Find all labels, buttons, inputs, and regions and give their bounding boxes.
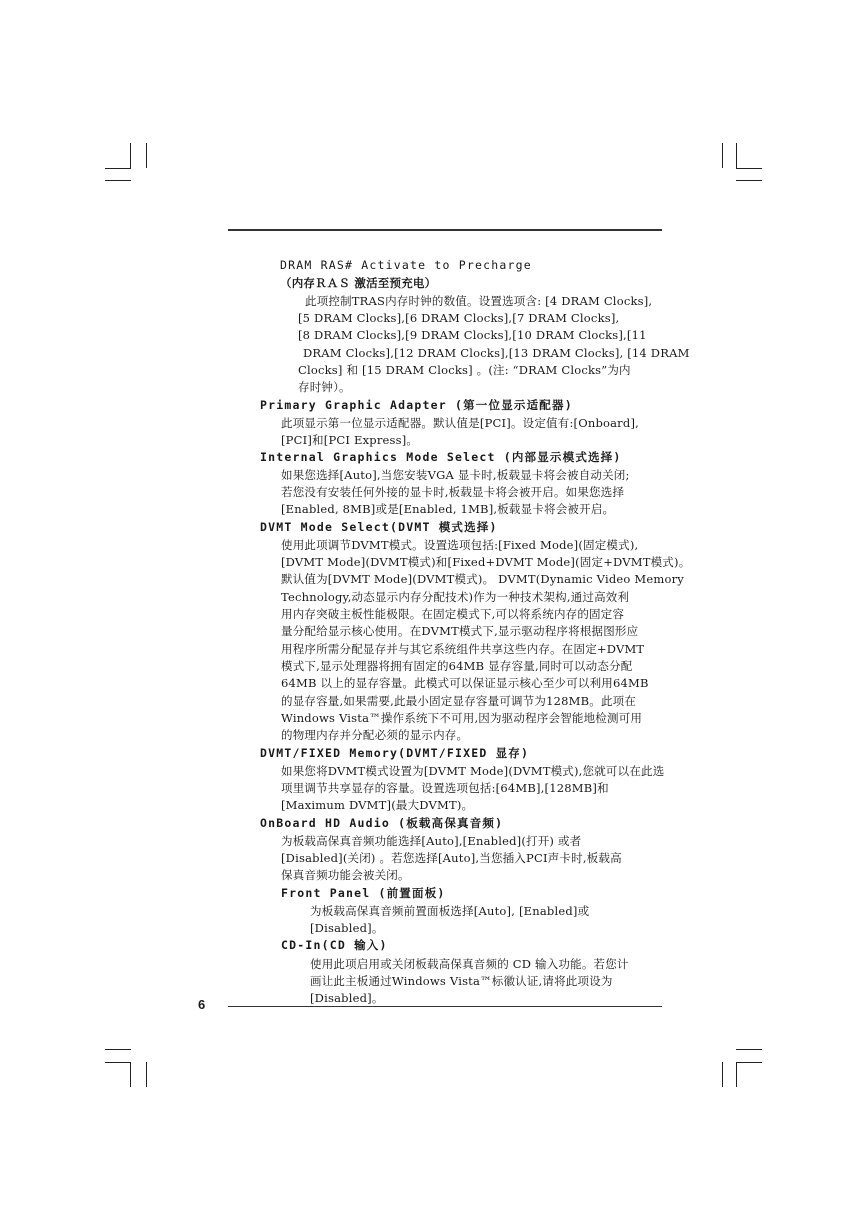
- dvmt-memory-body-line: 如果您将DVMT模式设置为[DVMT Mode](DVMT模式),您就可以在此选: [281, 764, 665, 778]
- ras-body-line: 此项控制TRAS内存时钟的数值。设置选项含: [4 DRAM Clocks],: [305, 294, 653, 308]
- primary-body-line: 此项显示第一位显示适配器。默认值是[PCI]。设定值有:[Onboard],: [281, 416, 639, 430]
- dvmt-mode-body-line: Windows Vista™操作系统下不可用,因为驱动程序会智能地检测可用: [281, 711, 643, 725]
- dvmt-mode-body-line: 的显存容量,如果需要,此最小固定显存容量可调节为128MB。此项在: [281, 694, 637, 708]
- section-title-cd-in: CD-In(CD 输入): [281, 938, 388, 952]
- cd-in-body-line: 使用此项启用或关闭板载高保真音频的 CD 输入功能。若您计: [310, 957, 629, 971]
- internal-body-line: [Enabled, 8MB]或是[Enabled, 1MB],板载显卡将会被开启。: [281, 502, 615, 516]
- internal-body-line: 如果您选择[Auto],当您安装VGA 显卡时,板载显卡将会被自动关闭;: [281, 468, 630, 482]
- ras-body-line: [8 DRAM Clocks],[9 DRAM Clocks],[10 DRAM Clocks],[11: [298, 328, 647, 342]
- dvmt-mode-body-line: 使用此项调节DVMT模式。设置选项包括:[Fixed Mode](固定模式),: [281, 538, 639, 552]
- dvmt-mode-body-line: [DVMT Mode](DVMT模式)和[Fixed+DVMT Mode](固定+DVMT模式)。: [281, 555, 691, 569]
- section-title-primary: Primary Graphic Adapter (第一位显示适配器): [260, 398, 573, 412]
- cd-in-body-line: 画让此主板通过Windows Vista™标徽认证,请将此项设为: [310, 974, 613, 988]
- front-panel-body-line: 为板载高保真音频前置面板选择[Auto], [Enabled]或: [310, 904, 590, 918]
- dvmt-mode-body-line: 用程序所需分配显存并与其它系统组件共享这些内存。在固定+DVMT: [281, 642, 645, 656]
- front-panel-body-line: [Disabled]。: [310, 921, 384, 935]
- section-title-audio: OnBoard HD Audio (板载高保真音频): [260, 816, 504, 830]
- dvmt-mode-body-line: 用内存突破主板性能极限。在固定模式下,可以将系统内存的固定容: [281, 607, 625, 621]
- ras-body-line: 存时钟）。: [298, 380, 351, 394]
- dvmt-mode-body-line: 模式下,显示处理器将拥有固定的64MB 显存容量,同时可以动态分配: [281, 659, 633, 673]
- cd-in-body-line: [Disabled]。: [310, 991, 384, 1005]
- section-title-front-panel: Front Panel (前置面板): [281, 886, 446, 900]
- dvmt-mode-body-line: 的物理内存并分配必须的显示内存。: [281, 728, 469, 742]
- dvmt-memory-body-line: [Maximum DVMT](最大DVMT)。: [281, 798, 474, 812]
- ras-body-line: [5 DRAM Clocks],[6 DRAM Clocks],[7 DRAM Clocks],: [298, 311, 620, 325]
- audio-body-line: 为板载高保真音频功能选择[Auto],[Enabled](打开) 或者: [281, 834, 582, 848]
- audio-body-line: 保真音频功能会被关闭。: [281, 868, 410, 882]
- dvmt-mode-body-line: 默认值为[DVMT Mode](DVMT模式)。 DVMT(Dynamic Video Memory: [281, 572, 685, 586]
- section-title-dvmt-memory: DVMT/FIXED Memory(DVMT/FIXED 显存): [260, 746, 530, 760]
- internal-body-line: 若您没有安装任何外接的显卡时,板载显卡将会被开启。如果您选择: [281, 485, 625, 499]
- section-title-dvmt-mode: DVMT Mode Select(DVMT 模式选择): [260, 520, 498, 534]
- section-title-ras: DRAM RAS# Activate to Precharge: [280, 258, 532, 272]
- page-number: 6: [198, 997, 206, 1012]
- primary-body-line: [PCI]和[PCI Express]。: [281, 433, 419, 447]
- dvmt-mode-body-line: 64MB 以上的显存容量。此模式可以保证显示核心至少可以利用64MB: [281, 676, 649, 690]
- ras-body-line: DRAM Clocks],[12 DRAM Clocks],[13 DRAM Clocks], [14 DRAM: [303, 346, 690, 360]
- section-title-internal: Internal Graphics Mode Select (内部显示模式选择): [260, 450, 622, 464]
- dvmt-mode-body-line: Technology,动态显示内存分配技术)作为一种技术架构,通过高效利: [281, 590, 630, 604]
- section-subtitle-ras: （内存ＲＡＳ 激活至预充电）: [280, 276, 437, 290]
- ras-body-line: Clocks] 和 [15 DRAM Clocks] 。(注: “DRAM Clocks”为内: [298, 363, 631, 377]
- dvmt-mode-body-line: 量分配给显示核心使用。在DVMT模式下,显示驱动程序将根据图形应: [281, 624, 639, 638]
- audio-body-line: [Disabled](关闭) 。若您选择[Auto],当您插入PCI声卡时,板载高: [281, 851, 622, 865]
- dvmt-memory-body-line: 项里调节共享显存的容量。设置选项包括:[64MB],[128MB]和: [281, 781, 609, 795]
